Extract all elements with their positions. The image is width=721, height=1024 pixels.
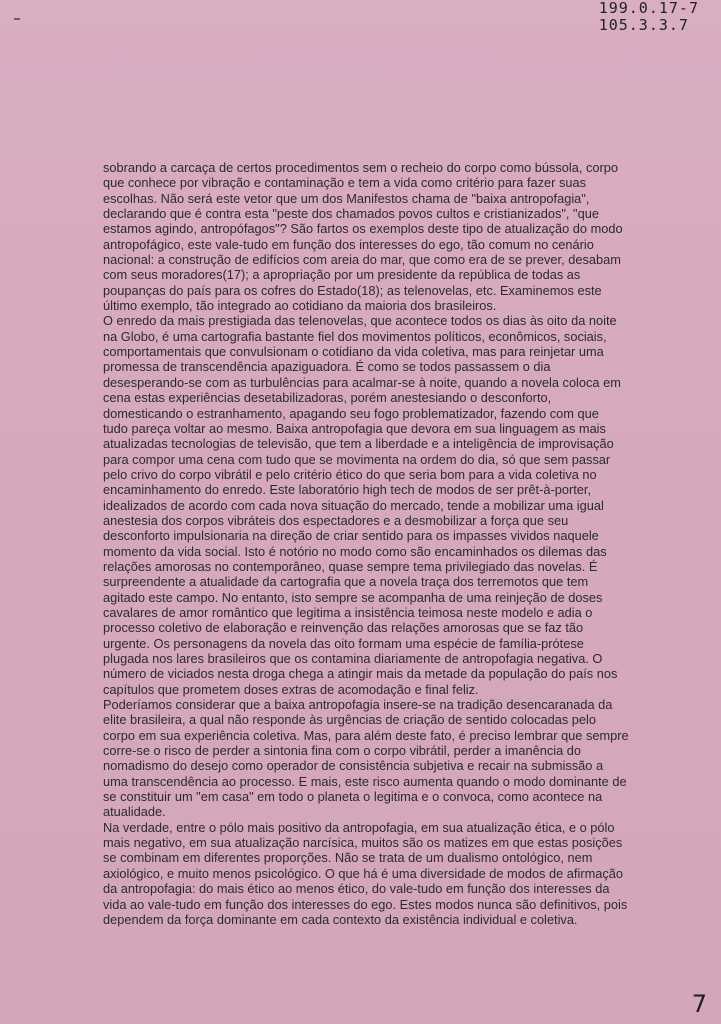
text-line: com seus moradores(17); a apropriação por um presidente da república de todas as — [103, 267, 581, 283]
text-line: nomadismo do desejo como operador de consistência subjetiva e recair na submissão a — [103, 758, 604, 774]
text-line: poupanças do país para os cofres do Estado(18); as telenovelas, etc. Examinemos este — [103, 282, 602, 298]
text-line: da antropofagia: do mais ético ao menos ético, do vale-tudo em função dos interesses da — [103, 881, 610, 897]
text-line: na Globo, é uma cartografia bastante fiel dos movimentos políticos, econômicos, sociais, — [103, 328, 607, 344]
text-line: desesperando-se com as turbulências para acalmar-se à noite, quando a novela coloca em — [103, 374, 621, 390]
archive-code-line-2: 105.3.3.7 — [598, 16, 689, 34]
text-line: desconforto impulsionaria na direção de criar sentido para os impasses vividos naquele — [103, 528, 599, 544]
text-line: nacional: a construção de edifícios com areia do mar, que como era de se prever, desabam — [103, 252, 621, 268]
text-line: O enredo da mais prestigiada das telenovelas, que acontece todos os dias às oito da noite — [103, 313, 617, 329]
text-line: dependem da força dominante em cada contexto da existência individual e coletiva. — [103, 911, 578, 927]
text-line: Na verdade, entre o pólo mais positivo da antropofagia, em sua atualização ética, e o pólo — [103, 819, 615, 835]
text-line: se constituir um "em casa" em todo o planeta o legitima e o convoca, como acontece na — [103, 789, 603, 805]
text-line: capítulos que prometem doses extras de acomodação e final feliz. — [103, 681, 479, 697]
text-line: elite brasileira, a qual não responde às urgências de criação de sentido colocadas pelo — [103, 712, 596, 728]
text-line: cena estas experiências desetabilizadoras, porém anestesiando o desconforto, — [103, 390, 552, 406]
text-line: axiológico, e muito menos psicológico. O que há é uma diversidade de modos de afirmação — [103, 865, 623, 881]
text-line: antropofágico, este vale-tudo em função dos interesses do ego, tão comum no cenário — [103, 236, 594, 252]
text-line: para compor uma cena com tudo que se movimenta na ordem do dia, só que sem passar — [103, 451, 611, 467]
text-line: promessa de transcendência apaziguadora. É como se todos passassem o dia — [103, 359, 551, 375]
archive-code-line-1: 199.0.17-7 — [598, 0, 699, 17]
page-number: 7 — [691, 990, 707, 1018]
text-line: vida ao vale-tudo em função dos interesses do ego. Estes modos nunca são definitivos, pois — [103, 896, 628, 912]
text-line: momento da vida social. Isto é notório no modo como são encaminhados os dilemas das — [103, 543, 607, 559]
text-line: sobrando a carcaça de certos procedimentos sem o recheio do corpo como bússola, corpo — [103, 160, 618, 175]
scan-mark — [14, 18, 20, 20]
text-line: idealizados de acordo com cada nova situação do mercado, tende a mobilizar uma igual — [103, 497, 604, 513]
text-line: encaminhamento do enredo. Este laboratório high tech de modos de ser prêt-à-porter, — [103, 482, 591, 498]
text-line: tudo pareça voltar ao mesmo. Baixa antropofagia que devora em sua linguagem as mais — [103, 420, 606, 436]
archive-code — [599, 0, 699, 34]
text-line: pelo crivo do corpo vibrátil e pelo critério ético do que seria bom para a vida coletiva no — [103, 466, 597, 482]
text-line: escolhas. Não será este vetor que um dos Manifestos chama de "baixa antropofagia", — [103, 190, 590, 206]
text-line: atualizadas tecnologias de televisão, que tem a liberdade e a inteligência de improvisação — [103, 436, 614, 452]
text-line: se combinam em diferentes proporções. Não se trata de um dualismo ontológico, nem — [103, 850, 593, 866]
text-line: urgente. Os personagens da novela das oito formam uma espécie de família-prótese — [103, 635, 584, 651]
body-text — [103, 160, 663, 927]
text-line: último exemplo, tão integrado ao cotidiano da maioria dos brasileiros. — [103, 298, 497, 314]
text-line: surpreendente a atualidade da cartografia que a novela traça dos terremotos que tem — [103, 574, 589, 590]
text-line: agitado este campo. No entanto, isto sempre se acompanha de uma reinjeção de doses — [103, 589, 603, 605]
text-line: atualidade. — [103, 804, 166, 820]
text-line: domesticando o estranhamento, apagando seu fogo problematizador, fazendo com que — [103, 405, 599, 421]
text-line: mais negativo, em sua atualização narcísica, muitos são os matizes em que estas posições — [103, 835, 623, 851]
text-line: Poderíamos considerar que a baixa antropofagia insere-se na tradição desencaranada da — [103, 697, 613, 713]
text-line: que conhece por vibração e contaminação e tem a vida como critério para fazer suas — [103, 175, 586, 191]
text-line: estamos agindo, antropófagos"? São fartos os exemplos deste tipo de atualização do modo — [103, 221, 623, 237]
text-line: declarando que é contra esta "peste dos chamados povos cultos e cristianizados", "que — [103, 206, 599, 222]
text-line: corpo em sua experiência coletiva. Mas, para além deste fato, é preciso lembrar que sempre — [103, 727, 629, 743]
text-line: plugada nos lares brasileiros que os contamina diariamente de antropofagia negativa. O — [103, 651, 603, 666]
text-line: relações amorosas no contemporâneo, quase sempre tema privilegiado das novelas. É — [103, 558, 598, 574]
text-line: número de viciados nesta droga chega a atingir mais da metade da população do país nos — [103, 666, 618, 682]
text-line: comportamentais que convulsionam o cotidiano da vida coletiva, mas para reinjetar uma — [103, 344, 604, 360]
text-line: anestesia dos corpos vibráteis dos espectadores e a desmobilizar a força que seu — [103, 512, 569, 528]
text-line: uma transcendência ao processo. E mais, este risco aumenta quando o modo dominante de — [103, 773, 627, 789]
text-line: cavalares de amor romântico que legitima a insistência teimosa neste modelo e adia o — [103, 604, 593, 620]
text-line: corre-se o risco de perder a sintonia fina com o corpo vibrátil, perder a imanência do — [103, 743, 581, 759]
text-line: processo coletivo de elaboração e reinvenção das relações amorosas que se faz tão — [103, 620, 584, 636]
